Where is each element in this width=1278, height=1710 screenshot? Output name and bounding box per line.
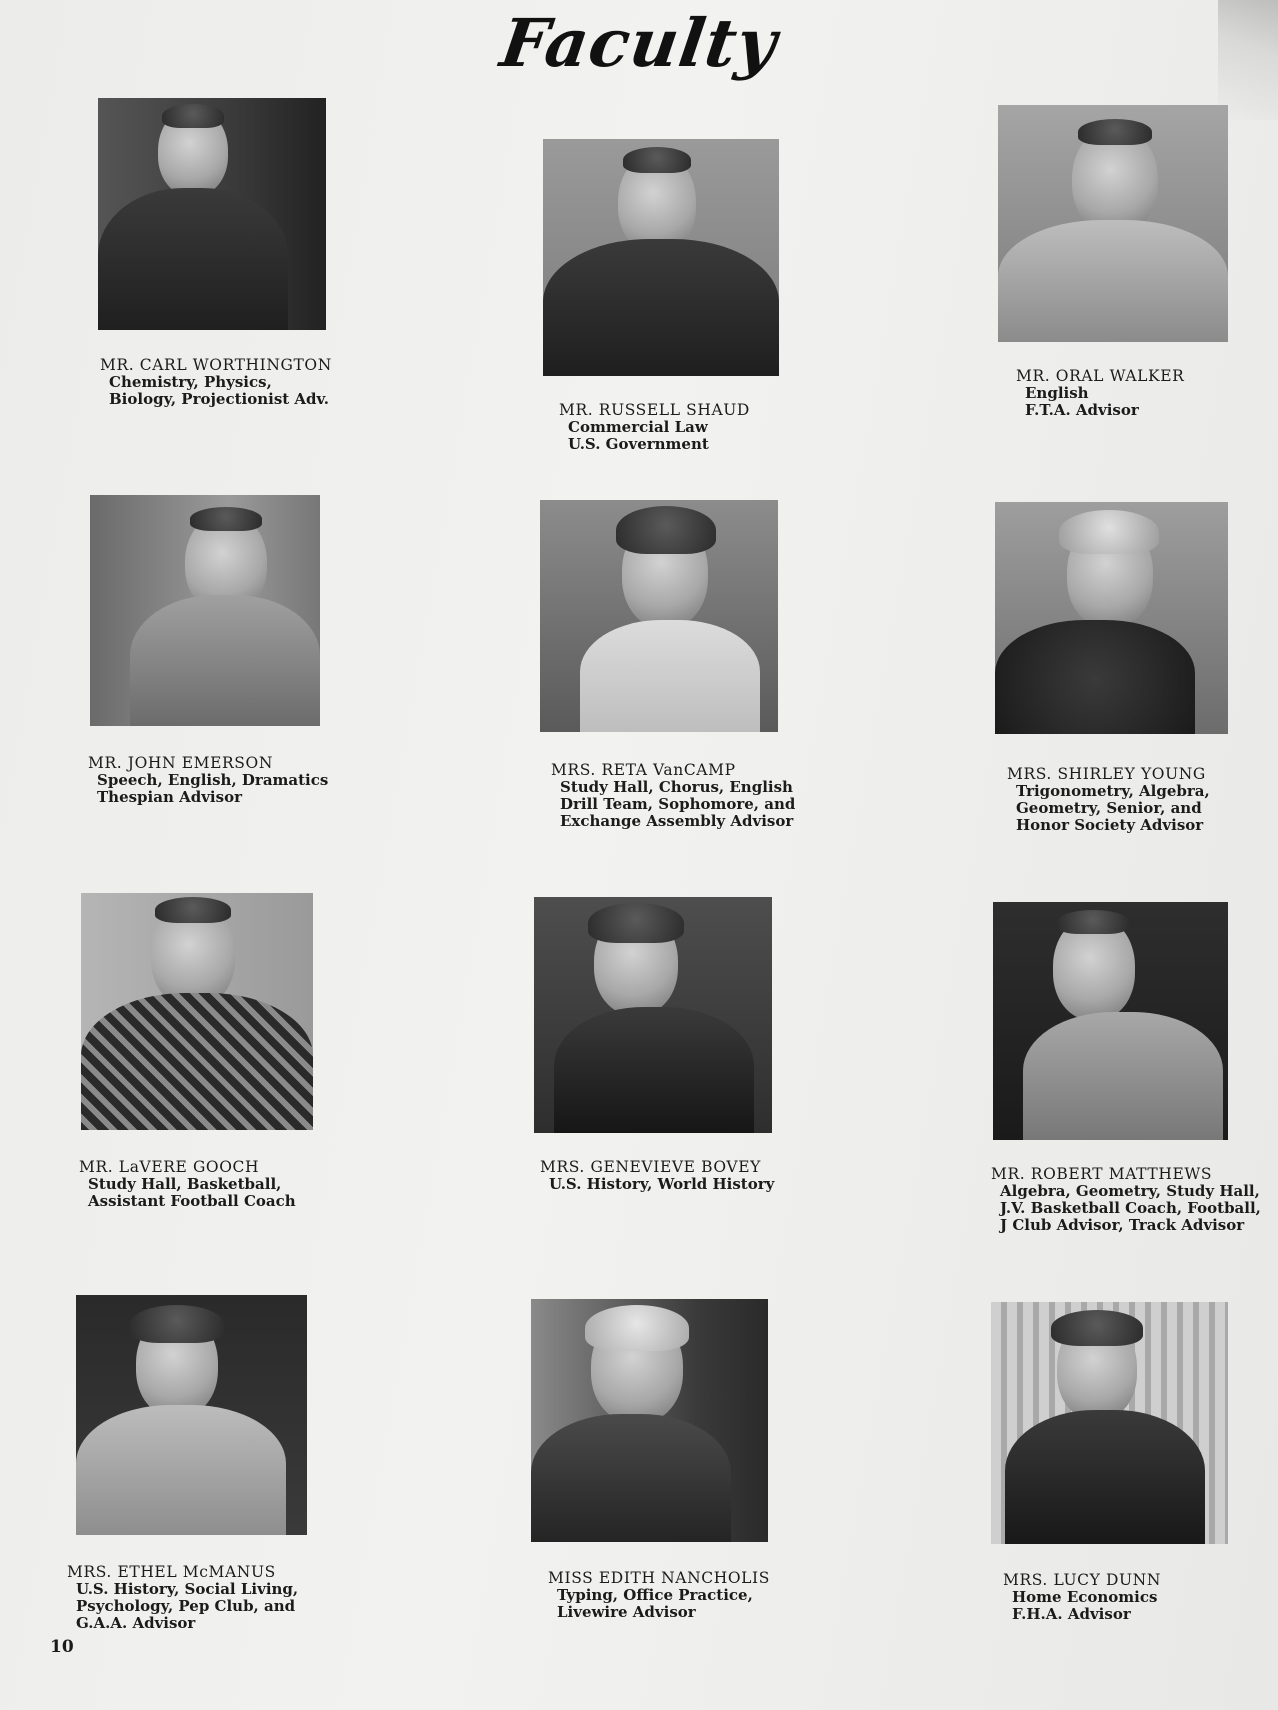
faculty-role-line: Psychology, Pep Club, and <box>76 1597 296 1615</box>
faculty-role-line: English <box>1025 384 1089 402</box>
faculty-name: MR. LaVERE GOOCH <box>79 1158 260 1176</box>
faculty-name: MR. ROBERT MATTHEWS <box>991 1165 1213 1183</box>
faculty-role-line: Study Hall, Basketball, <box>88 1175 282 1193</box>
faculty-photo-mcmanus <box>76 1295 307 1535</box>
faculty-photo-young <box>995 502 1228 734</box>
faculty-role-line: J.V. Basketball Coach, Football, <box>1000 1199 1261 1217</box>
page-number: 10 <box>50 1637 74 1657</box>
faculty-caption-shaud <box>559 402 750 453</box>
faculty-caption-gooch <box>79 1159 296 1210</box>
faculty-role-line: Chemistry, Physics, <box>109 373 272 391</box>
faculty-name: MRS. SHIRLEY YOUNG <box>1007 765 1206 783</box>
faculty-photo-emerson <box>90 495 320 726</box>
faculty-name: MR. RUSSELL SHAUD <box>559 401 750 419</box>
faculty-caption-worthington <box>100 357 332 408</box>
faculty-photo-walker <box>998 105 1228 342</box>
faculty-caption-bovey <box>540 1159 774 1193</box>
faculty-role-line: Home Economics <box>1012 1588 1158 1606</box>
faculty-name: MRS. GENEVIEVE BOVEY <box>540 1158 761 1176</box>
faculty-role-line: F.H.A. Advisor <box>1012 1605 1131 1623</box>
faculty-role-line: Honor Society Advisor <box>1016 816 1204 834</box>
page-title: Faculty <box>495 4 783 82</box>
faculty-photo-bovey <box>534 897 772 1133</box>
faculty-name: MR. CARL WORTHINGTON <box>100 356 332 374</box>
faculty-role-line: Algebra, Geometry, Study Hall, <box>1000 1182 1260 1200</box>
faculty-role-line: Thespian Advisor <box>97 788 242 806</box>
faculty-role-line: U.S. History, World History <box>549 1175 775 1193</box>
faculty-caption-vancamp <box>551 762 795 830</box>
faculty-photo-dunn <box>991 1302 1228 1544</box>
faculty-role-line: Assistant Football Coach <box>88 1192 296 1210</box>
faculty-caption-mcmanus <box>67 1564 298 1632</box>
faculty-name: MISS EDITH NANCHOLIS <box>548 1569 770 1587</box>
faculty-role-line: Biology, Projectionist Adv. <box>109 390 329 408</box>
faculty-caption-walker <box>1016 368 1184 419</box>
faculty-name: MR. ORAL WALKER <box>1016 367 1185 385</box>
faculty-photo-worthington <box>98 98 326 330</box>
faculty-role-line: Study Hall, Chorus, English <box>560 778 793 796</box>
faculty-name: MRS. RETA VanCAMP <box>551 761 736 779</box>
faculty-role-line: Typing, Office Practice, <box>557 1586 753 1604</box>
faculty-role-line: Speech, English, Dramatics <box>97 771 329 789</box>
faculty-photo-nancholis <box>531 1299 768 1542</box>
faculty-caption-young <box>1007 766 1210 834</box>
faculty-role-line: J Club Advisor, Track Advisor <box>1000 1216 1245 1234</box>
faculty-role-line: G.A.A. Advisor <box>76 1614 196 1632</box>
faculty-photo-matthews <box>993 902 1228 1140</box>
faculty-caption-emerson <box>88 755 328 806</box>
faculty-photo-gooch <box>81 893 313 1130</box>
faculty-photo-shaud <box>543 139 779 376</box>
faculty-role-line: Commercial Law <box>568 418 708 436</box>
faculty-name: MRS. LUCY DUNN <box>1003 1571 1162 1589</box>
faculty-caption-nancholis <box>548 1570 770 1621</box>
faculty-role-line: F.T.A. Advisor <box>1025 401 1139 419</box>
faculty-role-line: Drill Team, Sophomore, and <box>560 795 796 813</box>
faculty-role-line: Livewire Advisor <box>557 1603 696 1621</box>
faculty-role-line: Geometry, Senior, and <box>1016 799 1202 817</box>
faculty-photo-vancamp <box>540 500 778 732</box>
faculty-name: MRS. ETHEL McMANUS <box>67 1563 276 1581</box>
faculty-caption-dunn <box>1003 1572 1161 1623</box>
faculty-role-line: U.S. History, Social Living, <box>76 1580 299 1598</box>
faculty-caption-matthews <box>991 1166 1261 1234</box>
faculty-role-line: U.S. Government <box>568 435 709 453</box>
faculty-role-line: Exchange Assembly Advisor <box>560 812 794 830</box>
faculty-name: MR. JOHN EMERSON <box>88 754 273 772</box>
faculty-role-line: Trigonometry, Algebra, <box>1016 782 1210 800</box>
